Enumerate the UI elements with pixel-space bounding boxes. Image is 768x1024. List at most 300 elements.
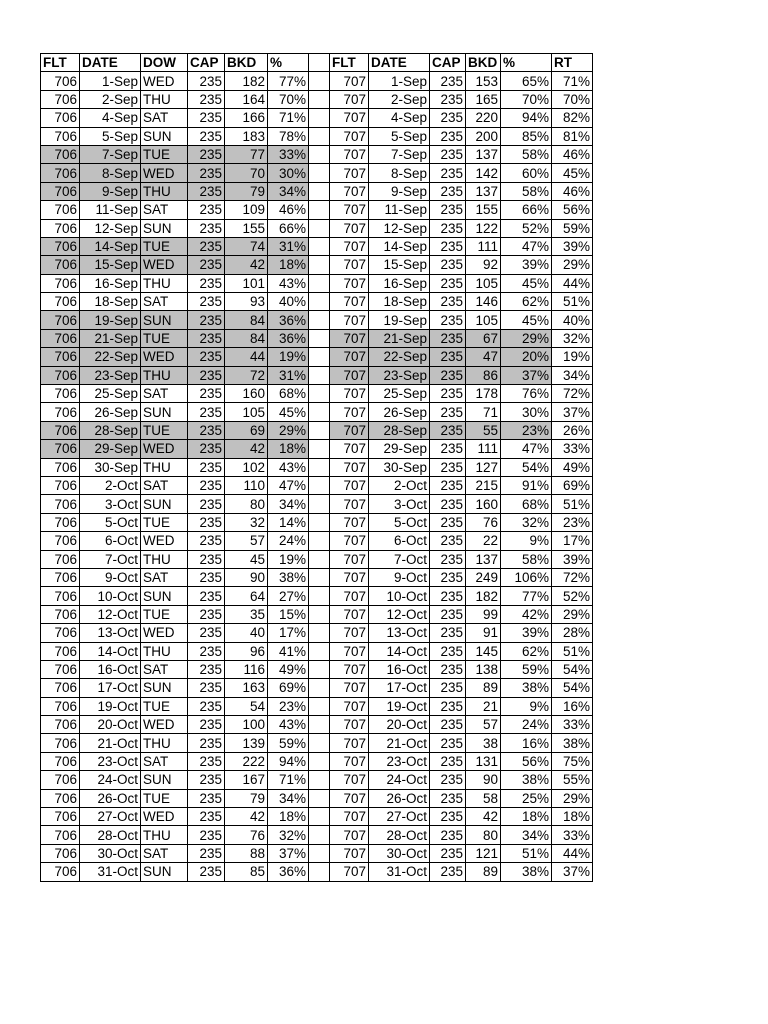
flt-left-cell: 706 [41, 771, 80, 789]
cap-left-cell: 235 [188, 237, 225, 255]
pct-right-cell: 85% [501, 127, 552, 145]
table-row [41, 808, 593, 826]
date-left-cell: 26-Sep [80, 403, 141, 421]
flt-left-cell: 706 [41, 495, 80, 513]
bkd-left-cell: 54 [225, 697, 268, 715]
bkd-left-cell: 139 [225, 734, 268, 752]
date-left-cell: 24-Oct [80, 771, 141, 789]
pct-left-cell: 43% [268, 458, 309, 476]
date-right-cell: 21-Sep [369, 329, 430, 347]
dow-cell: SUN [141, 127, 188, 145]
pct-left-cell: 40% [268, 293, 309, 311]
flt-right-cell: 707 [330, 385, 369, 403]
bkd-left-cell: 84 [225, 311, 268, 329]
spacer-cell [309, 348, 330, 366]
flt-right-cell: 707 [330, 716, 369, 734]
flt-left-cell: 706 [41, 844, 80, 862]
date-right-cell: 14-Oct [369, 642, 430, 660]
flt-right-cell: 707 [330, 844, 369, 862]
flt-right-cell: 707 [330, 403, 369, 421]
bkd-left-cell: 84 [225, 329, 268, 347]
dow-cell: WED [141, 164, 188, 182]
table-row [41, 789, 593, 807]
pct-right-cell: 60% [501, 164, 552, 182]
spacer-cell [309, 219, 330, 237]
pct-left-cell: 38% [268, 568, 309, 586]
dow-cell: SAT [141, 385, 188, 403]
flt-left-cell: 706 [41, 697, 80, 715]
bkd-right-cell: 91 [466, 624, 501, 642]
cap-right-cell: 235 [430, 495, 466, 513]
cap-right-cell: 235 [430, 90, 466, 108]
flt-left-cell: 706 [41, 403, 80, 421]
rt-cell: 71% [552, 72, 593, 90]
cap-right-cell: 235 [430, 642, 466, 660]
spacer-cell [309, 274, 330, 292]
dow-cell: WED [141, 256, 188, 274]
pct-left-cell: 31% [268, 237, 309, 255]
table-row [41, 219, 593, 237]
table-row [41, 72, 593, 90]
pct-right-cell: 106% [501, 568, 552, 586]
table-row [41, 164, 593, 182]
bkd-right-cell: 155 [466, 201, 501, 219]
flt-left-cell: 706 [41, 72, 80, 90]
flt-left-cell: 706 [41, 348, 80, 366]
cap-right-cell: 235 [430, 293, 466, 311]
bkd-right-cell: 146 [466, 293, 501, 311]
pct-left-cell: 33% [268, 145, 309, 163]
date-right-cell: 31-Oct [369, 863, 430, 881]
dow-cell: SAT [141, 660, 188, 678]
bkd-right-cell: 178 [466, 385, 501, 403]
dow-cell: THU [141, 734, 188, 752]
bkd-left-cell: 222 [225, 752, 268, 770]
cap-left-cell: 235 [188, 219, 225, 237]
pct-right-cell: 47% [501, 440, 552, 458]
dow-cell: WED [141, 348, 188, 366]
flt-left-cell: 706 [41, 329, 80, 347]
bkd-left-cell: 70 [225, 164, 268, 182]
bkd-right-cell: 76 [466, 513, 501, 531]
cap-right-cell: 235 [430, 440, 466, 458]
flt-right-cell: 707 [330, 532, 369, 550]
spacer-cell [309, 293, 330, 311]
table-row [41, 826, 593, 844]
cap-right-cell: 235 [430, 789, 466, 807]
date-right-cell: 10-Oct [369, 587, 430, 605]
dow-cell: SUN [141, 403, 188, 421]
date-right-cell: 3-Oct [369, 495, 430, 513]
cap-right-cell: 235 [430, 127, 466, 145]
cap-left-cell: 235 [188, 164, 225, 182]
date-right-cell: 24-Oct [369, 771, 430, 789]
spacer-cell [309, 532, 330, 550]
pct-left-cell: 43% [268, 716, 309, 734]
bkd-left-cell: 57 [225, 532, 268, 550]
table-row [41, 274, 593, 292]
cap-right-cell: 235 [430, 550, 466, 568]
pct-right-cell: 38% [501, 679, 552, 697]
bkd-right-cell: 200 [466, 127, 501, 145]
rt-cell: 81% [552, 127, 593, 145]
table-row [41, 568, 593, 586]
cap-left-cell: 235 [188, 679, 225, 697]
flt-right-cell: 707 [330, 587, 369, 605]
bkd-right-cell: 153 [466, 72, 501, 90]
bkd-left-cell: 163 [225, 679, 268, 697]
cap-right-cell: 235 [430, 366, 466, 384]
flt-left-cell: 706 [41, 182, 80, 200]
pct-left-cell: 19% [268, 348, 309, 366]
rt-cell: 45% [552, 164, 593, 182]
table-row [41, 679, 593, 697]
rt-cell: 33% [552, 826, 593, 844]
date-left-cell: 16-Sep [80, 274, 141, 292]
date-left-cell: 21-Sep [80, 329, 141, 347]
bkd-right-cell: 22 [466, 532, 501, 550]
cap-left-cell: 235 [188, 440, 225, 458]
dow-cell: SUN [141, 495, 188, 513]
date-right-cell: 9-Sep [369, 182, 430, 200]
flt-right-cell: 707 [330, 513, 369, 531]
cap-left-cell: 235 [188, 716, 225, 734]
bkd-left-cell: 116 [225, 660, 268, 678]
date-left-cell: 28-Oct [80, 826, 141, 844]
cap-right-cell: 235 [430, 145, 466, 163]
cap-left-cell: 235 [188, 642, 225, 660]
cap-right-cell: 235 [430, 532, 466, 550]
flt-right-cell: 707 [330, 366, 369, 384]
bkd-left-cell: 79 [225, 182, 268, 200]
spacer-cell [309, 440, 330, 458]
table-row [41, 771, 593, 789]
flt-right-cell: 707 [330, 624, 369, 642]
rt-cell: 18% [552, 808, 593, 826]
cap-right-cell: 235 [430, 458, 466, 476]
date-right-cell: 6-Oct [369, 532, 430, 550]
table-row [41, 624, 593, 642]
cap-left-cell: 235 [188, 495, 225, 513]
pct-left-cell: 29% [268, 421, 309, 439]
pct-right-cell: 66% [501, 201, 552, 219]
bkd-left-cell: 80 [225, 495, 268, 513]
flt-right-cell: 707 [330, 642, 369, 660]
cap-left-cell: 235 [188, 403, 225, 421]
date-right-cell: 27-Oct [369, 808, 430, 826]
pct-right-cell: 18% [501, 808, 552, 826]
date-left-cell: 9-Sep [80, 182, 141, 200]
spacer-cell [309, 201, 330, 219]
flt-right-cell: 707 [330, 826, 369, 844]
date-right-cell: 14-Sep [369, 237, 430, 255]
spacer-cell [309, 568, 330, 586]
dow-cell: SUN [141, 679, 188, 697]
table-row [41, 513, 593, 531]
pct-right-cell: 39% [501, 256, 552, 274]
flt-right-cell: 707 [330, 752, 369, 770]
pct-left-cell: 27% [268, 587, 309, 605]
flt-right-cell: 707 [330, 734, 369, 752]
bkd-left-cell: 69 [225, 421, 268, 439]
bkd-left-cell: 183 [225, 127, 268, 145]
flt-right-cell: 707 [330, 697, 369, 715]
flt-left-cell: 706 [41, 568, 80, 586]
dow-cell: SAT [141, 568, 188, 586]
table-row [41, 550, 593, 568]
rt-cell: 72% [552, 568, 593, 586]
rt-cell: 39% [552, 550, 593, 568]
flt-right-cell: 707 [330, 164, 369, 182]
dow-cell: TUE [141, 421, 188, 439]
date-left-cell: 21-Oct [80, 734, 141, 752]
rt-cell: 54% [552, 660, 593, 678]
spacer-cell [309, 844, 330, 862]
table-row [41, 256, 593, 274]
pct-left-cell: 31% [268, 366, 309, 384]
pct-left-cell: 46% [268, 201, 309, 219]
dow-cell: SUN [141, 771, 188, 789]
spacer-cell [309, 329, 330, 347]
bkd-right-cell: 137 [466, 145, 501, 163]
pct-right-cell: 45% [501, 274, 552, 292]
date-right-cell: 29-Sep [369, 440, 430, 458]
bkd-left-cell: 85 [225, 863, 268, 881]
date-left-cell: 5-Oct [80, 513, 141, 531]
flt-left-cell: 706 [41, 624, 80, 642]
date-left-cell: 11-Sep [80, 201, 141, 219]
cap-left-cell: 235 [188, 182, 225, 200]
bkd-right-cell: 142 [466, 164, 501, 182]
cap-left-cell: 235 [188, 127, 225, 145]
date-left-cell: 10-Oct [80, 587, 141, 605]
dow-cell: THU [141, 550, 188, 568]
cap-left-cell: 235 [188, 605, 225, 623]
bkd-right-cell: 99 [466, 605, 501, 623]
pct-left-cell: 68% [268, 385, 309, 403]
flt-left-cell: 706 [41, 311, 80, 329]
bkd-left-cell: 102 [225, 458, 268, 476]
cap-left-cell: 235 [188, 329, 225, 347]
spacer-cell [309, 311, 330, 329]
cap-left-cell: 235 [188, 863, 225, 881]
rt-cell: 52% [552, 587, 593, 605]
cap-left-cell: 235 [188, 366, 225, 384]
bkd-right-cell: 215 [466, 476, 501, 494]
pct-left-cell: 24% [268, 532, 309, 550]
header-row [41, 54, 593, 72]
date-right-cell: 28-Sep [369, 421, 430, 439]
dow-cell: THU [141, 90, 188, 108]
table-row [41, 201, 593, 219]
pct-left-cell: 47% [268, 476, 309, 494]
cap-left-cell: 235 [188, 752, 225, 770]
flt-left-cell: 706 [41, 366, 80, 384]
pct-right-cell: 54% [501, 458, 552, 476]
pct-right-cell: 91% [501, 476, 552, 494]
cap-right-cell: 235 [430, 568, 466, 586]
cap-left-cell: 235 [188, 789, 225, 807]
cap-right-cell: 235 [430, 311, 466, 329]
cap-left-cell: 235 [188, 385, 225, 403]
dow-cell: WED [141, 440, 188, 458]
date-left-cell: 17-Oct [80, 679, 141, 697]
dow-cell: TUE [141, 605, 188, 623]
spacer-cell [309, 109, 330, 127]
pct-left-cell: 77% [268, 72, 309, 90]
table-row [41, 716, 593, 734]
table-row [41, 440, 593, 458]
spacer-cell [309, 642, 330, 660]
pct-right-cell: 38% [501, 771, 552, 789]
spacer-cell [309, 679, 330, 697]
pct-right-cell: 94% [501, 109, 552, 127]
pct-left-cell: 34% [268, 182, 309, 200]
table-row [41, 182, 593, 200]
date-left-cell: 5-Sep [80, 127, 141, 145]
flt-right-cell: 707 [330, 274, 369, 292]
table-row [41, 90, 593, 108]
flt-left-cell: 706 [41, 605, 80, 623]
pct-left-cell: 70% [268, 90, 309, 108]
flt-left-cell: 706 [41, 385, 80, 403]
spacer-cell [309, 624, 330, 642]
table-row [41, 532, 593, 550]
table-row [41, 385, 593, 403]
table-row [41, 863, 593, 881]
cap-left-cell: 235 [188, 201, 225, 219]
date-left-cell: 1-Sep [80, 72, 141, 90]
rt-cell: 39% [552, 237, 593, 255]
date-left-cell: 2-Sep [80, 90, 141, 108]
date-right-cell: 17-Oct [369, 679, 430, 697]
date-left-cell: 12-Oct [80, 605, 141, 623]
rt-cell: 33% [552, 716, 593, 734]
spacer-cell [309, 513, 330, 531]
flt-left-cell: 706 [41, 642, 80, 660]
table-row [41, 660, 593, 678]
dow-cell: THU [141, 182, 188, 200]
dow-cell: SUN [141, 219, 188, 237]
table-row [41, 237, 593, 255]
rt-cell: 26% [552, 421, 593, 439]
spacer-cell [309, 789, 330, 807]
dow-cell: WED [141, 808, 188, 826]
spacer-cell [309, 458, 330, 476]
cap-right-cell: 235 [430, 274, 466, 292]
rt-cell: 29% [552, 605, 593, 623]
flt-right-cell: 707 [330, 550, 369, 568]
header-bkd-right: BKD [466, 54, 501, 72]
flt-right-cell: 707 [330, 476, 369, 494]
cap-left-cell: 235 [188, 513, 225, 531]
cap-left-cell: 235 [188, 293, 225, 311]
bkd-right-cell: 131 [466, 752, 501, 770]
bkd-right-cell: 71 [466, 403, 501, 421]
date-right-cell: 7-Oct [369, 550, 430, 568]
pct-right-cell: 37% [501, 366, 552, 384]
bkd-left-cell: 101 [225, 274, 268, 292]
date-left-cell: 8-Sep [80, 164, 141, 182]
pct-right-cell: 45% [501, 311, 552, 329]
bkd-right-cell: 86 [466, 366, 501, 384]
table-row [41, 403, 593, 421]
cap-left-cell: 235 [188, 109, 225, 127]
date-right-cell: 25-Sep [369, 385, 430, 403]
bkd-left-cell: 96 [225, 642, 268, 660]
cap-right-cell: 235 [430, 164, 466, 182]
flt-left-cell: 706 [41, 293, 80, 311]
table-row [41, 734, 593, 752]
spacer-cell [309, 550, 330, 568]
dow-cell: WED [141, 532, 188, 550]
flt-left-cell: 706 [41, 164, 80, 182]
cap-left-cell: 235 [188, 808, 225, 826]
date-right-cell: 21-Oct [369, 734, 430, 752]
bkd-right-cell: 89 [466, 863, 501, 881]
header-pct-right: % [501, 54, 552, 72]
pct-left-cell: 41% [268, 642, 309, 660]
cap-right-cell: 235 [430, 826, 466, 844]
bkd-left-cell: 42 [225, 808, 268, 826]
dow-cell: THU [141, 366, 188, 384]
date-right-cell: 28-Oct [369, 826, 430, 844]
bkd-right-cell: 57 [466, 716, 501, 734]
date-right-cell: 12-Sep [369, 219, 430, 237]
date-left-cell: 29-Sep [80, 440, 141, 458]
spacer-cell [309, 605, 330, 623]
spacer-cell [309, 826, 330, 844]
rt-cell: 37% [552, 403, 593, 421]
pct-left-cell: 30% [268, 164, 309, 182]
cap-right-cell: 235 [430, 201, 466, 219]
rt-cell: 49% [552, 458, 593, 476]
bkd-left-cell: 42 [225, 440, 268, 458]
bkd-right-cell: 111 [466, 237, 501, 255]
date-right-cell: 26-Oct [369, 789, 430, 807]
rt-cell: 59% [552, 219, 593, 237]
date-left-cell: 25-Sep [80, 385, 141, 403]
rt-cell: 46% [552, 182, 593, 200]
pct-right-cell: 29% [501, 329, 552, 347]
dow-cell: TUE [141, 145, 188, 163]
date-right-cell: 23-Oct [369, 752, 430, 770]
bkd-left-cell: 155 [225, 219, 268, 237]
pct-left-cell: 19% [268, 550, 309, 568]
dow-cell: TUE [141, 329, 188, 347]
rt-cell: 46% [552, 145, 593, 163]
pct-left-cell: 18% [268, 808, 309, 826]
flt-left-cell: 706 [41, 458, 80, 476]
dow-cell: SAT [141, 293, 188, 311]
spacer-cell [309, 587, 330, 605]
pct-left-cell: 15% [268, 605, 309, 623]
pct-left-cell: 23% [268, 697, 309, 715]
spacer-cell [309, 808, 330, 826]
pct-right-cell: 47% [501, 237, 552, 255]
table-row [41, 127, 593, 145]
rt-cell: 40% [552, 311, 593, 329]
spacer-cell [309, 72, 330, 90]
pct-left-cell: 94% [268, 752, 309, 770]
date-left-cell: 18-Sep [80, 293, 141, 311]
pct-left-cell: 34% [268, 495, 309, 513]
header-date-left: DATE [80, 54, 141, 72]
bkd-right-cell: 105 [466, 311, 501, 329]
date-left-cell: 31-Oct [80, 863, 141, 881]
bkd-right-cell: 145 [466, 642, 501, 660]
bkd-right-cell: 55 [466, 421, 501, 439]
